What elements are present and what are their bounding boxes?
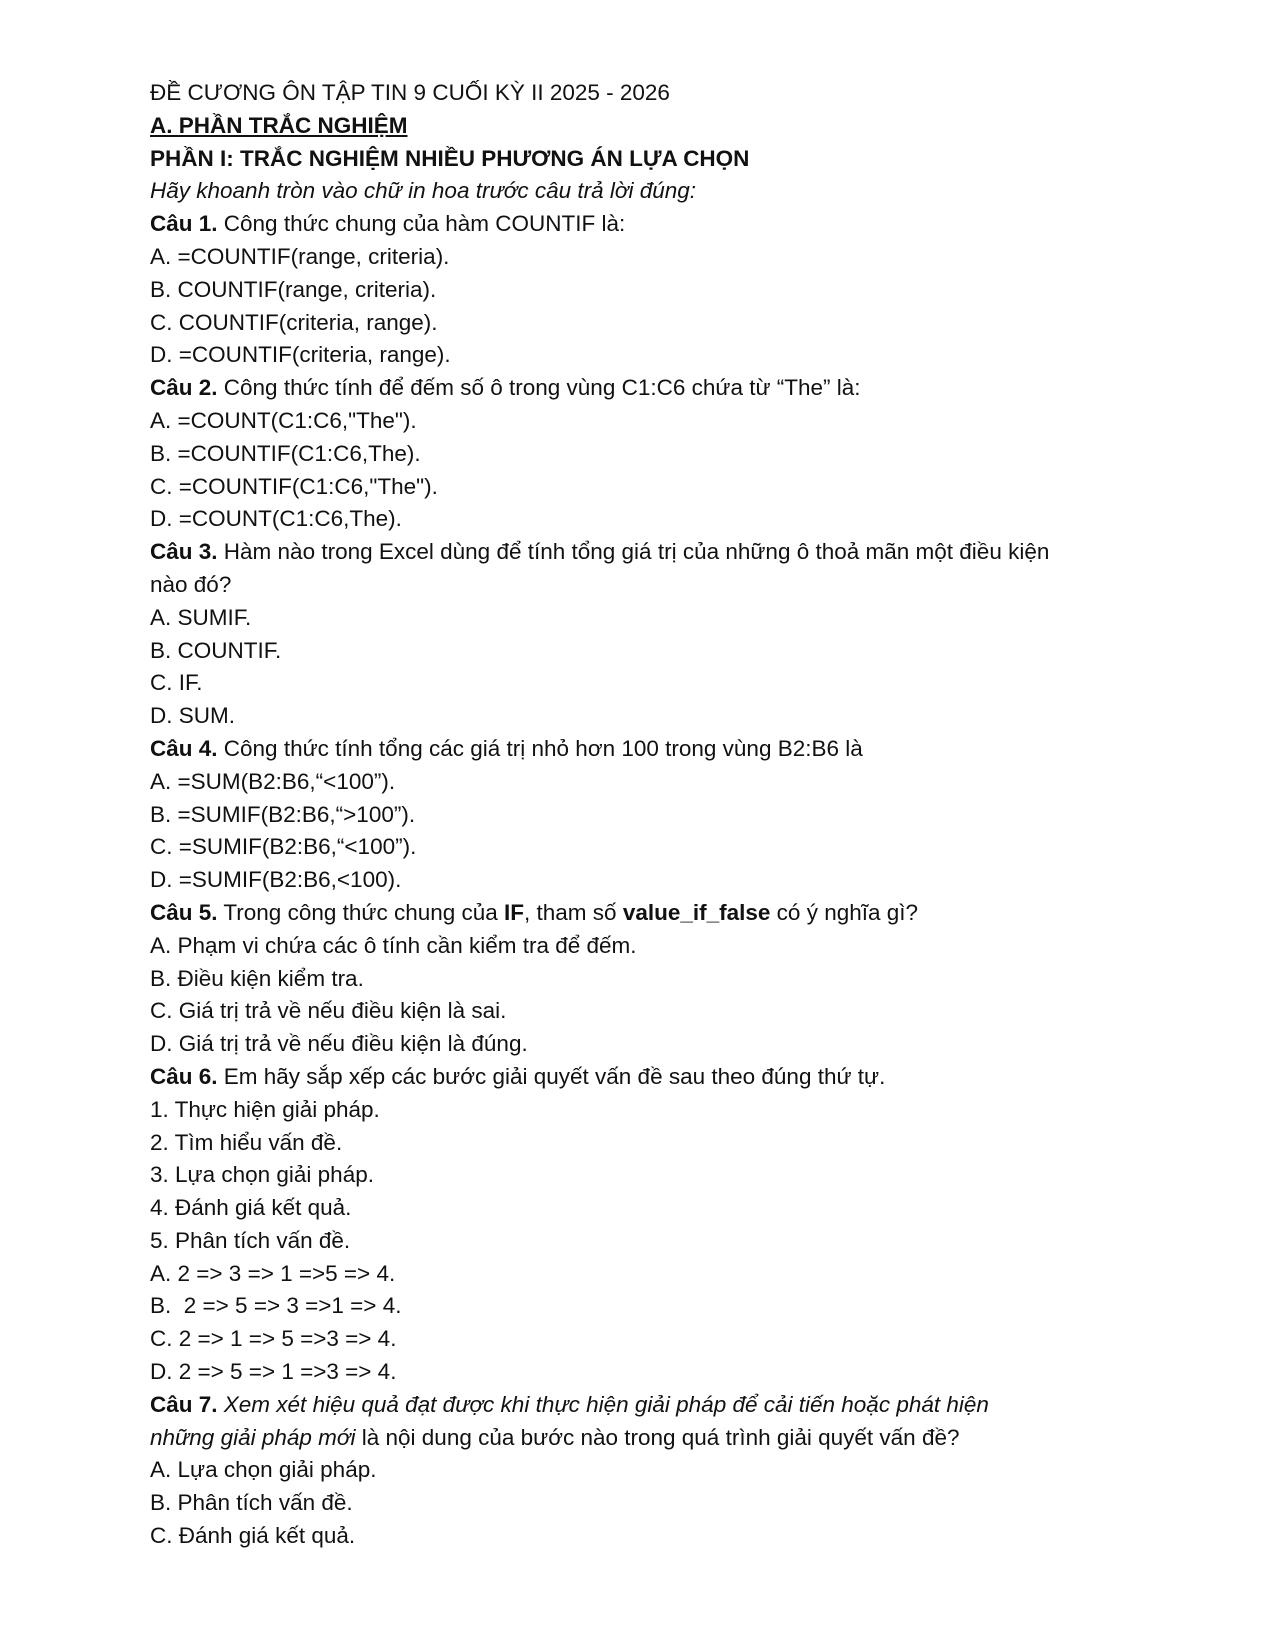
question-3-text-line1: Hàm nào trong Excel dùng để tính tổng giá trị của những ô thoả mãn một điều kiện [217,539,1050,565]
question-6-option-c: C. 2 => 1 => 5 =>3 => 4. [150,1326,397,1352]
instruction-text: Hãy khoanh tròn vào chữ in hoa trước câu trả lời đúng: [150,178,697,204]
question-2-stem [150,372,1150,405]
question-4-option-a: A. =SUM(B2:B6,“<100”). [150,768,396,794]
question-5-text-c: có ý nghĩa gì? [770,899,919,925]
question-1-option-a: A. =COUNTIF(range, criteria). [150,243,450,269]
question-6-label: Câu 6. [150,1063,218,1089]
question-6-option-a: A. 2 => 3 => 1 =>5 => 4. [150,1260,396,1286]
question-7-label: Câu 7. [150,1391,218,1417]
question-2-option-c: C. =COUNTIF(C1:C6,"The"). [150,473,438,499]
question-6-stem [150,1061,1150,1094]
question-2-label: Câu 2. [150,375,218,401]
question-5-stem [150,897,1150,930]
question-2-option-a: A. =COUNT(C1:C6,"The"). [150,407,417,433]
question-6-text: Em hãy sắp xếp các bước giải quyết vấn đề sau theo đúng thứ tự. [217,1063,886,1089]
question-1-option-d: D. =COUNTIF(criteria, range). [150,342,451,368]
question-1-label: Câu 1. [150,211,218,237]
question-4-stem [150,733,1150,766]
question-3-option-c: C. IF. [150,670,203,696]
question-7-option-c: C. Đánh giá kết quả. [150,1523,356,1549]
question-1-option-c: C. COUNTIF(criteria, range). [150,309,438,335]
question-7-option-a: A. Lựa chọn giải pháp. [150,1457,377,1483]
question-4-option-c: C. =SUMIF(B2:B6,“<100”). [150,834,417,860]
question-4-option-d: D. =SUMIF(B2:B6,<100). [150,867,402,893]
document-title: ĐỀ CƯƠNG ÔN TẬP TIN 9 CUỐI KỲ II 2025 - 2026 [150,80,670,105]
question-2-option-b: B. =COUNTIF(C1:C6,The). [150,440,421,466]
question-1-text: Công thức chung của hàm COUNTIF là: [217,211,626,237]
question-6-step-3: 3. Lựa chọn giải pháp. [150,1162,374,1188]
question-5-option-d: D. Giá trị trả về nếu điều kiện là đúng. [150,1031,528,1057]
question-2-option-d: D. =COUNT(C1:C6,The). [150,506,402,532]
question-5-text-b: , tham số [524,899,623,925]
section-a-heading: A. PHẦN TRẮC NGHIỆM [150,112,408,138]
question-6-step-2: 2. Tìm hiểu vấn đề. [150,1129,343,1155]
part-1-heading: PHẦN I: TRẮC NGHIỆM NHIỀU PHƯƠNG ÁN LỰA CHỌN [150,145,750,171]
question-6-step-1: 1. Thực hiện giải pháp. [150,1096,380,1122]
question-5-option-c: C. Giá trị trả về nếu điều kiện là sai. [150,998,507,1024]
question-3-option-d: D. SUM. [150,703,236,729]
question-1-stem [150,208,1150,241]
question-7-text-line2: là nội dung của bước nào trong quá trình giải quyết vấn đề? [355,1424,960,1450]
question-3-label: Câu 3. [150,539,218,565]
question-7-line2 [150,1422,1150,1455]
question-4-text: Công thức tính tổng các giá trị nhỏ hơn 100 trong vùng B2:B6 là [217,735,863,761]
question-4-label: Câu 4. [150,735,218,761]
question-7-italic-line1: Xem xét hiệu quả đạt được khi thực hiện giải pháp để cải tiến hoặc phát hiện [217,1391,989,1417]
question-3-option-a: A. SUMIF. [150,604,252,630]
question-7-italic-line2: những giải pháp mới [150,1424,356,1450]
question-3-text-line2: nào đó? [150,571,232,597]
question-1-option-b: B. COUNTIF(range, criteria). [150,276,437,302]
question-6-step-4: 4. Đánh giá kết quả. [150,1195,352,1221]
question-5-option-b: B. Điều kiện kiểm tra. [150,965,364,991]
question-5-option-a: A. Phạm vi chứa các ô tính cần kiểm tra để đếm. [150,932,637,958]
document-page [150,77,1150,1553]
question-2-text: Công thức tính để đếm số ô trong vùng C1:C6 chứa từ “The” là: [217,375,861,401]
question-4-option-b: B. =SUMIF(B2:B6,“>100”). [150,801,416,827]
question-3-stem [150,536,1150,569]
question-5-text-a: Trong công thức chung của [217,899,505,925]
question-6-option-b: B. 2 => 5 => 3 =>1 => 4. [150,1293,402,1319]
question-6-option-d: D. 2 => 5 => 1 =>3 => 4. [150,1359,397,1385]
question-7-stem [150,1389,1150,1422]
question-5-bold-param: value_if_false [622,899,771,925]
question-6-step-5: 5. Phân tích vấn đề. [150,1227,351,1253]
question-7-option-b: B. Phân tích vấn đề. [150,1490,353,1516]
question-3-option-b: B. COUNTIF. [150,637,282,663]
question-5-label: Câu 5. [150,899,218,925]
question-5-bold-if: IF [504,899,525,925]
